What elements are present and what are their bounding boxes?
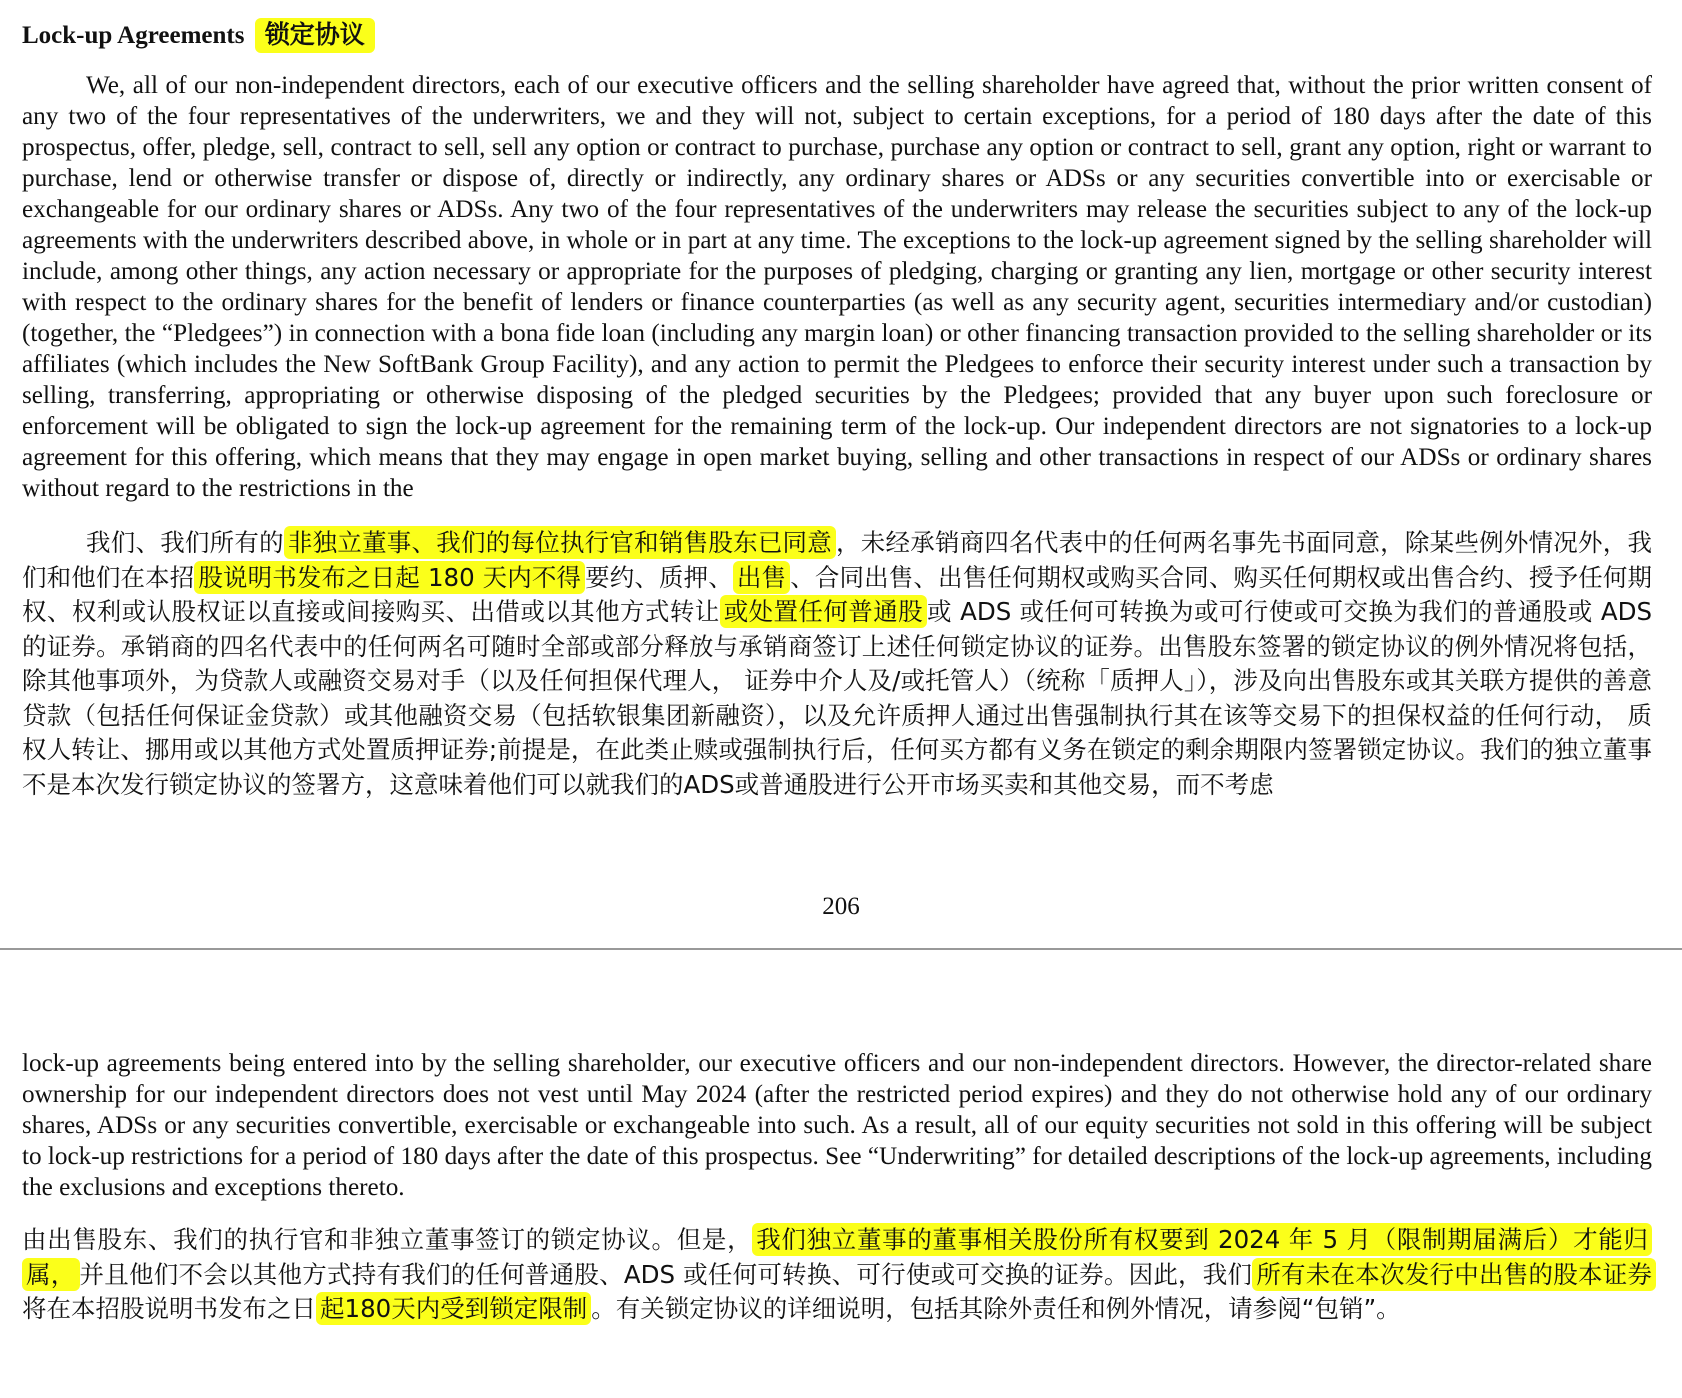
zh-highlight: 或处置任何普通股: [720, 595, 927, 628]
page-divider: [0, 948, 1682, 950]
section-heading: [22, 14, 1652, 58]
zh-highlight: 出售: [733, 561, 790, 594]
zh-text: 将在本招股说明书发布之日: [22, 1294, 316, 1323]
chinese-paragraph-continued: [22, 1223, 1652, 1327]
zh-text: 或 ADS 或任何可转换为或可行使或可交换为我们的普通股或 ADS 的证券。承销商的四名代表中的任何两名可随时全部或部分释放与承销商签订上述任何锁定协议的证券。出售股东签署的锁定协议的例外情况将包括，除其他事项外，为贷款人或融资交易对手（以及任何担保代理人， 证券中介人及/或托管人）（统称「质押人」），涉及向出售股东或其关联方提供的善意贷款（包括任何保证金贷款）或其他融资交易（包括软银集团新融资），以及允许质押人通过出售强制执行其在该等交易下的担保权益的任何行动， 质权人转让、挪用或以其他方式处置质押证券;前提是，在此类止赎或强制执行后，任何买方都有义务在锁定的剩余期限内签署锁定协议。我们的独立董事不是本次发行锁定协议的签署方，这意味着他们可以就我们的ADS或普通股进行公开市场买卖和其他交易，而不考虑: [22, 597, 1653, 799]
zh-highlight: 起180天内受到锁定限制: [316, 1292, 591, 1325]
page-number: 206: [822, 893, 860, 920]
zh-text: 并且他们不会以其他方式持有我们的任何普通股、ADS 或任何可转换、可行使或可交换的证券。因此，我们: [79, 1259, 1253, 1289]
zh-highlight: 非独立董事、我们的每位执行官和销售股东已同意: [284, 526, 836, 559]
zh-text: 由出售股东、我们的执行官和非独立董事签订的锁定协议。但是，: [22, 1225, 753, 1254]
zh-text: 。有关锁定协议的详细说明，包括其除外责任和例外情况，请参阅“包销”。: [591, 1294, 1401, 1323]
chinese-paragraph-lockup: [22, 526, 1652, 802]
zh-highlight: 股说明书发布之日起 180 天内不得: [194, 561, 585, 594]
zh-text: 我们、我们所有的: [86, 528, 284, 557]
heading-english: Lock-up Agreements: [22, 22, 245, 49]
heading-chinese-highlight: 锁定协议: [255, 18, 375, 53]
english-paragraph-lockup: We, all of our non-independent directors, each of our executive officers and the selling shareholder have agreed that, without the prior written consent of any two of the four representatives of the underwriters, we and they will not, subject to certain exceptions, for a period of 180 days after the date of this prospectus, offer, pledge, sell, contract to sell, sell any option or contract to purchase, purchase any option or contract to sell, grant any option, right or warrant to purchase, lend or otherwise transfer or dispose of, directly or indirectly, any ordinary shares or ADSs or any securities convertible into or exercisable or exchangeable for our ordinary shares or ADSs. Any two of the four representatives of the underwriters may release the securities subject to any of the lock-up agreements with the underwriters described above, in whole or in part at any time. The exceptions to the lock-up agreement signed by the selling shareholder will include, among other things, any action necessary or appropriate for the purposes of pledging, charging or granting any lien, mortgage or other security interest with respect to the ordinary shares for the benefit of lenders or finance counterparties (as well as any security agent, securities intermediary and/or custodian) (together, the “Pledgees”) in connection with a bona fide loan (including any margin loan) or other financing transaction provided to the selling shareholder or its affiliates (which includes the New SoftBank Group Facility), and any action to permit the Pledgees to enforce their security interest under such a transaction by selling, transferring, appropriating or otherwise disposing of the pledged securities by the Pledgees; provided that any buyer upon such foreclosure or enforcement will be obligated to sign the lock-up agreement for the remaining term of the lock-up. Our independent directors are not signatories to a lock-up agreement for this offering, which means that they may engage in open market buying, selling and other transactions in respect of our ADSs or ordinary shares without regard to the restrictions in the: [22, 72, 1652, 502]
page-206: [22, 14, 1652, 802]
zh-highlight: 我们独立董事的董事相关股份所有权要到 2024 年 5 月（限制期届满后）才能归属，: [22, 1223, 1652, 1291]
zh-text: 要约、质押、: [585, 562, 733, 592]
zh-highlight: 所有未在本次发行中出售的股本证券: [1252, 1258, 1656, 1291]
page-207: [22, 1048, 1652, 1327]
zh-text: ，未经承销商四名代表中的任何两名事先书面同意，除某些例外情况外，我们和他们在本招: [22, 528, 1653, 592]
zh-text: 、合同出售、出售任何期权或购买合同、购买任何期权或出售合约、授予任何期权、权利或认股权证以直接或间接购买、出借或以其他方式转让: [22, 562, 1653, 626]
english-paragraph-continued: lock-up agreements being entered into by the selling shareholder, our executive officers and our non-independent directors. However, the director-related share ownership for our independent directors does not vest until May 2024 (after the restricted period expires) and they do not otherwise hold any of our ordinary shares, ADSs or any securities convertible, exercisable or exchangeable into such. As a result, all of our equity securities not sold in this offering will be subject to lock-up restrictions for a period of 180 days after the date of this prospectus. See “Underwriting” for detailed descriptions of the lock-up agreements, including the exclusions and exceptions thereto.: [22, 1050, 1652, 1201]
